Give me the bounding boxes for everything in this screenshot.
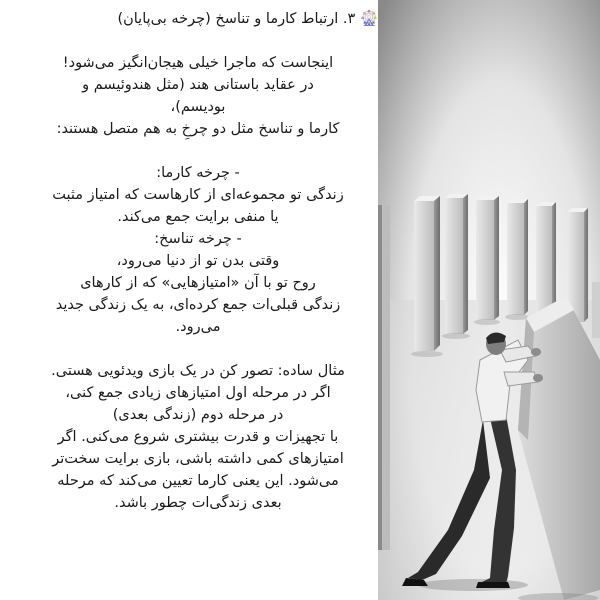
- example-line: اگر در مرحله اول امتیازهای زیادی جمع کنی،: [65, 385, 331, 401]
- example-line: مثال ساده: تصور کن در یک بازی ویدئویی هستی.: [51, 363, 345, 379]
- karma-wheel-heading: - چرخه کارما:: [156, 165, 240, 181]
- ferris-wheel-icon: 🎡: [359, 11, 378, 27]
- pillar: [411, 196, 443, 357]
- article-text: [18, 8, 378, 514]
- intro-line: بودیسم)،: [170, 99, 226, 115]
- example-line: امتیازهای کمی داشته باشی، بازی برایت سخت‌تر: [52, 451, 344, 467]
- intro-line: کارما و تناسخ مثل دو چرخِ به هم متصل هستند:: [56, 121, 340, 137]
- reincarnation-wheel-line: می‌رود.: [175, 319, 221, 335]
- example-line: می‌شود. این یعنی کارما تعیین می‌کند که مرحله: [57, 473, 339, 489]
- pillar: [536, 202, 556, 314]
- pillar: [474, 196, 500, 325]
- reincarnation-wheel-heading: - چرخه تناسخ:: [154, 231, 242, 247]
- intro-line: در عقاید باستانی هند (مثل هندوئیسم و: [82, 77, 314, 93]
- pillar: [505, 199, 529, 320]
- pillar: [442, 194, 470, 339]
- karma-wheel-line: یا منفی برایت جمع می‌کند.: [117, 209, 279, 225]
- intro-line: اینجاست که ماجرا خیلی هیجان‌انگیز می‌شود!: [62, 55, 334, 71]
- karma-wheel-line: زندگی تو مجموعه‌ای از کارهاست که امتیاز مثبت: [52, 187, 344, 203]
- reincarnation-wheel-line: زندگی قبلی‌ات جمع کرده‌ای، به یک زندگی جدید: [55, 297, 341, 313]
- example-line: با تجهیزات و قدرت بیشتری شروع می‌کنی. اگر: [57, 429, 339, 445]
- pillar: [592, 282, 600, 338]
- example-line: در مرحله دوم (زندگی بعدی): [112, 407, 284, 423]
- section-title-line: [18, 8, 378, 30]
- reincarnation-wheel-line: وقتی بدن تو از دنیا می‌رود،: [116, 253, 280, 269]
- example-line: بعدی زندگی‌ات چطور باشد.: [114, 495, 282, 511]
- domino-pillars-photo: [378, 0, 600, 600]
- reincarnation-wheel-line: روح تو با آن «امتیازهایی» که از کارهای: [80, 275, 316, 291]
- pillar: [378, 205, 390, 550]
- section-title: ۳. ارتباط کارما و تناسخ (چرخه بی‌پایان): [117, 11, 356, 27]
